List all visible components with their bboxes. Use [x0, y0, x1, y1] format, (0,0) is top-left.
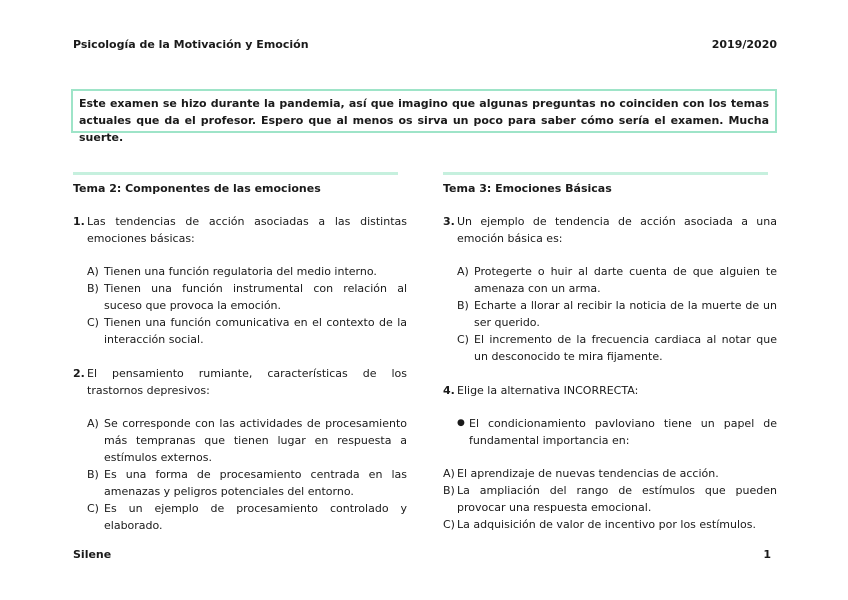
- option-text: La ampliación del rango de estímulos que pueden provocar una respuesta emocional.: [457, 484, 777, 514]
- page-number: 1: [763, 548, 771, 561]
- option-label: C): [87, 502, 99, 515]
- option-text: Protegerte o huir al darte cuenta de que alguien te amenaza con un arma.: [474, 265, 777, 295]
- answer-options: [87, 263, 407, 348]
- answer-options: [457, 263, 777, 365]
- right-column: [443, 172, 777, 550]
- answer-option: [443, 465, 777, 482]
- answer-option: [87, 415, 407, 466]
- answer-option: [443, 516, 777, 533]
- topic-title: Tema 3: Emociones Básicas: [443, 182, 612, 195]
- question-statement: [457, 415, 777, 449]
- footer-author: Silene: [73, 548, 112, 561]
- option-text: Se corresponde con las actividades de procesamiento más tempranas que tienen lugar en respuesta a estímulos externos.: [104, 417, 407, 464]
- question-text: Elige la alternativa INCORRECTA:: [457, 384, 639, 397]
- option-label: C): [87, 316, 99, 329]
- option-label: B): [443, 484, 455, 497]
- option-text: Tienen una función regulatoria del medio interno.: [104, 265, 377, 278]
- statement-text: El condicionamiento pavloviano tiene un papel de fundamental importancia en:: [469, 417, 777, 447]
- question-text: Un ejemplo de tendencia de acción asociada a una emoción básica es:: [457, 215, 777, 245]
- question-number: 2.: [73, 367, 85, 380]
- section-divider: [73, 172, 398, 175]
- answer-options: [443, 465, 777, 533]
- notice-box: Este examen se hizo durante la pandemia, así que imagino que algunas preguntas no coinciden con los temas actuales que da el profesor. Espero que al menos os sirva un poco para saber cómo sería el examen. Mucha suerte.: [71, 89, 777, 133]
- option-text: La adquisición de valor de incentivo por los estímulos.: [457, 518, 756, 531]
- answer-option: [87, 280, 407, 314]
- topic-title: Tema 2: Componentes de las emociones: [73, 182, 321, 195]
- question: [73, 213, 407, 247]
- option-text: El aprendizaje de nuevas tendencias de acción.: [457, 467, 719, 480]
- course-title: Psicología de la Motivación y Emoción: [73, 38, 309, 51]
- answer-option: [457, 331, 777, 365]
- section-divider: [443, 172, 768, 175]
- left-column: [73, 172, 407, 551]
- question-number: 4.: [443, 384, 455, 397]
- question: [443, 382, 777, 399]
- answer-option: [87, 314, 407, 348]
- answer-option: [457, 297, 777, 331]
- question-number: 1.: [73, 215, 85, 228]
- option-text: Tienen una función comunicativa en el contexto de la interacción social.: [104, 316, 407, 346]
- answer-option: [443, 482, 777, 516]
- option-text: Es una forma de procesamiento centrada en las amenazas y peligros potenciales del entorno.: [104, 468, 407, 498]
- answer-option: [87, 466, 407, 500]
- option-label: B): [87, 282, 99, 295]
- option-text: Echarte a llorar al recibir la noticia de la muerte de un ser querido.: [474, 299, 777, 329]
- question-text: Las tendencias de acción asociadas a las distintas emociones básicas:: [87, 215, 407, 245]
- option-text: El incremento de la frecuencia cardiaca al notar que un desconocido te mira fijamente.: [474, 333, 777, 363]
- question: [443, 213, 777, 247]
- option-text: Tienen una función instrumental con relación al suceso que provoca la emoción.: [104, 282, 407, 312]
- option-label: A): [87, 265, 99, 278]
- question-text: El pensamiento rumiante, características de los trastornos depresivos:: [87, 367, 407, 397]
- answer-option: [87, 500, 407, 534]
- option-label: B): [457, 299, 469, 312]
- option-label: A): [457, 265, 469, 278]
- answer-options: [87, 415, 407, 534]
- answer-option: [87, 263, 407, 280]
- question-number: 3.: [443, 215, 455, 228]
- question: [73, 365, 407, 399]
- option-label: A): [87, 417, 99, 430]
- academic-year: 2019/2020: [711, 38, 777, 51]
- option-text: Es un ejemplo de procesamiento controlado y elaborado.: [104, 502, 407, 532]
- option-label: A): [443, 467, 455, 480]
- option-label: C): [443, 518, 455, 531]
- option-label: C): [457, 333, 469, 346]
- option-label: B): [87, 468, 99, 481]
- bullet-icon: ●: [457, 418, 465, 428]
- answer-option: [457, 263, 777, 297]
